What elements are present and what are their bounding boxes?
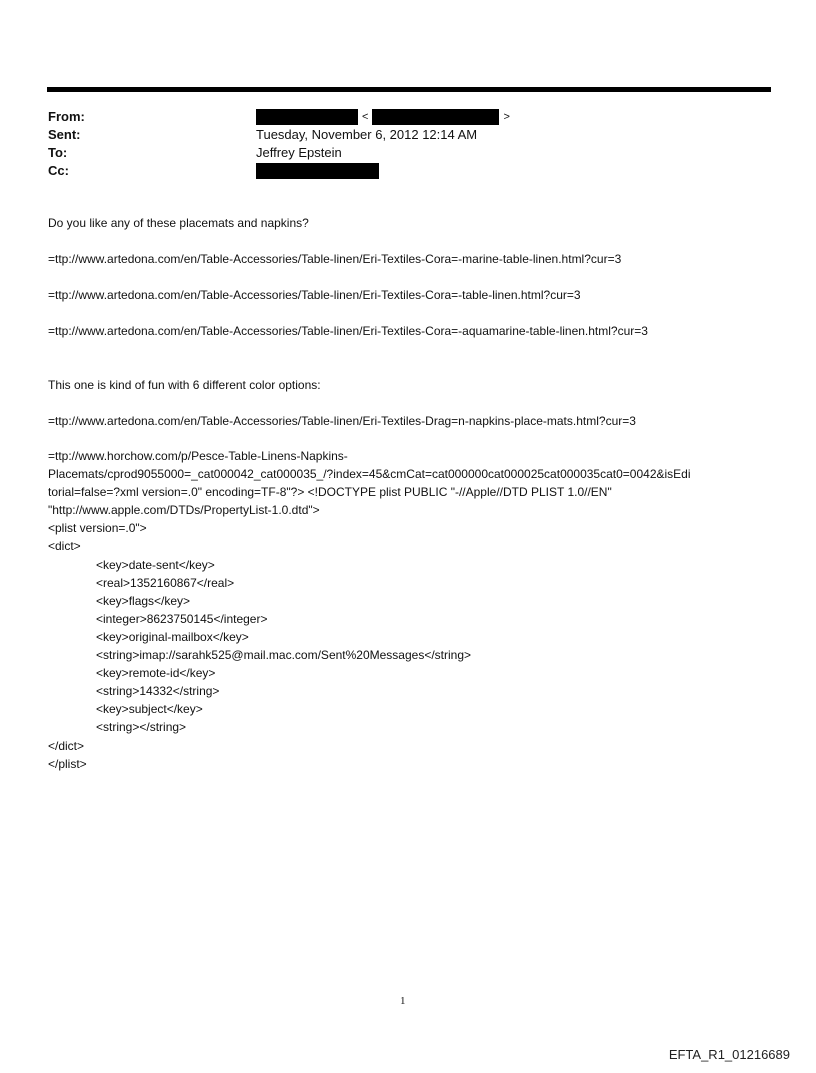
link-1: =ttp://www.artedona.com/en/Table-Accessories/Table-linen/Eri-Textiles-Cora=-marine-table-linen.html?cur=3 xyxy=(48,252,622,266)
from-label: From: xyxy=(48,109,85,124)
intro-text: Do you like any of these placemats and napkins? xyxy=(48,216,309,230)
bates-number: EFTA_R1_01216689 xyxy=(668,1047,790,1062)
to-row xyxy=(48,144,768,162)
header-divider xyxy=(47,87,771,92)
redacted-cc xyxy=(256,163,379,179)
text-line: <key>flags</key> xyxy=(96,593,191,608)
sent-value: Tuesday, November 6, 2012 12:14 AM xyxy=(256,127,478,142)
text-line: <key>subject</key> xyxy=(96,702,203,717)
cc-label: Cc: xyxy=(48,163,69,178)
plist-block xyxy=(48,447,788,773)
text-line: <key>original-mailbox</key> xyxy=(96,629,249,644)
from-row xyxy=(48,108,768,126)
text-line: <key>date-sent</key> xyxy=(96,557,215,572)
text-line: </plist> xyxy=(48,756,87,771)
cc-row xyxy=(48,162,768,180)
page-number: 1 xyxy=(400,995,406,1007)
text-line: "http://www.apple.com/DTDs/PropertyList-1.0.dtd"> xyxy=(48,503,320,518)
sent-row xyxy=(48,126,768,144)
text-line: <string>14332</string> xyxy=(96,684,220,699)
text-line: </dict> xyxy=(48,738,85,753)
link-3: =ttp://www.artedona.com/en/Table-Accessories/Table-linen/Eri-Textiles-Cora=-aquamarine-table-linen.html?cur=3 xyxy=(48,324,648,338)
sent-label: Sent: xyxy=(48,127,81,142)
redacted-sender-name xyxy=(256,109,358,125)
text-line: <plist version=.0"> xyxy=(48,521,147,536)
cc-value xyxy=(256,162,379,180)
fun-line: This one is kind of fun with 6 different color options: xyxy=(48,378,321,392)
text-line: Placemats/cprod9055000=_cat000042_cat000035_/?index=45&cmCat=cat000000cat000025cat000035cat0=0042&isEdi xyxy=(48,467,691,482)
email-header xyxy=(48,108,768,180)
from-close-bracket: > xyxy=(503,111,510,123)
text-line: <dict> xyxy=(48,539,81,554)
link-4: =ttp://www.artedona.com/en/Table-Accessories/Table-linen/Eri-Textiles-Drag=n-napkins-place-mats.html?cur=3 xyxy=(48,414,636,428)
text-line: <key>remote-id</key> xyxy=(96,666,216,681)
text-line: <string></string> xyxy=(96,720,187,735)
link-2: =ttp://www.artedona.com/en/Table-Accessories/Table-linen/Eri-Textiles-Cora=-table-linen.html?cur=3 xyxy=(48,288,581,302)
from-value xyxy=(256,108,514,126)
from-open-bracket: < xyxy=(362,111,369,123)
text-line: <string>imap://sarahk525@mail.mac.com/Sent%20Messages</string> xyxy=(96,648,472,663)
text-line: <real>1352160867</real> xyxy=(96,575,235,590)
text-line: torial=false=?xml version=.0" encoding=TF-8"?> <!DOCTYPE plist PUBLIC "-//Apple//DTD PLIST 1.0//EN" xyxy=(48,485,612,500)
to-value: Jeffrey Epstein xyxy=(256,145,342,160)
text-line: =ttp://www.horchow.com/p/Pesce-Table-Linens-Napkins- xyxy=(48,449,348,463)
to-label: To: xyxy=(48,145,68,160)
text-line: <integer>8623750145</integer> xyxy=(96,611,268,626)
redacted-sender-email xyxy=(372,109,499,125)
